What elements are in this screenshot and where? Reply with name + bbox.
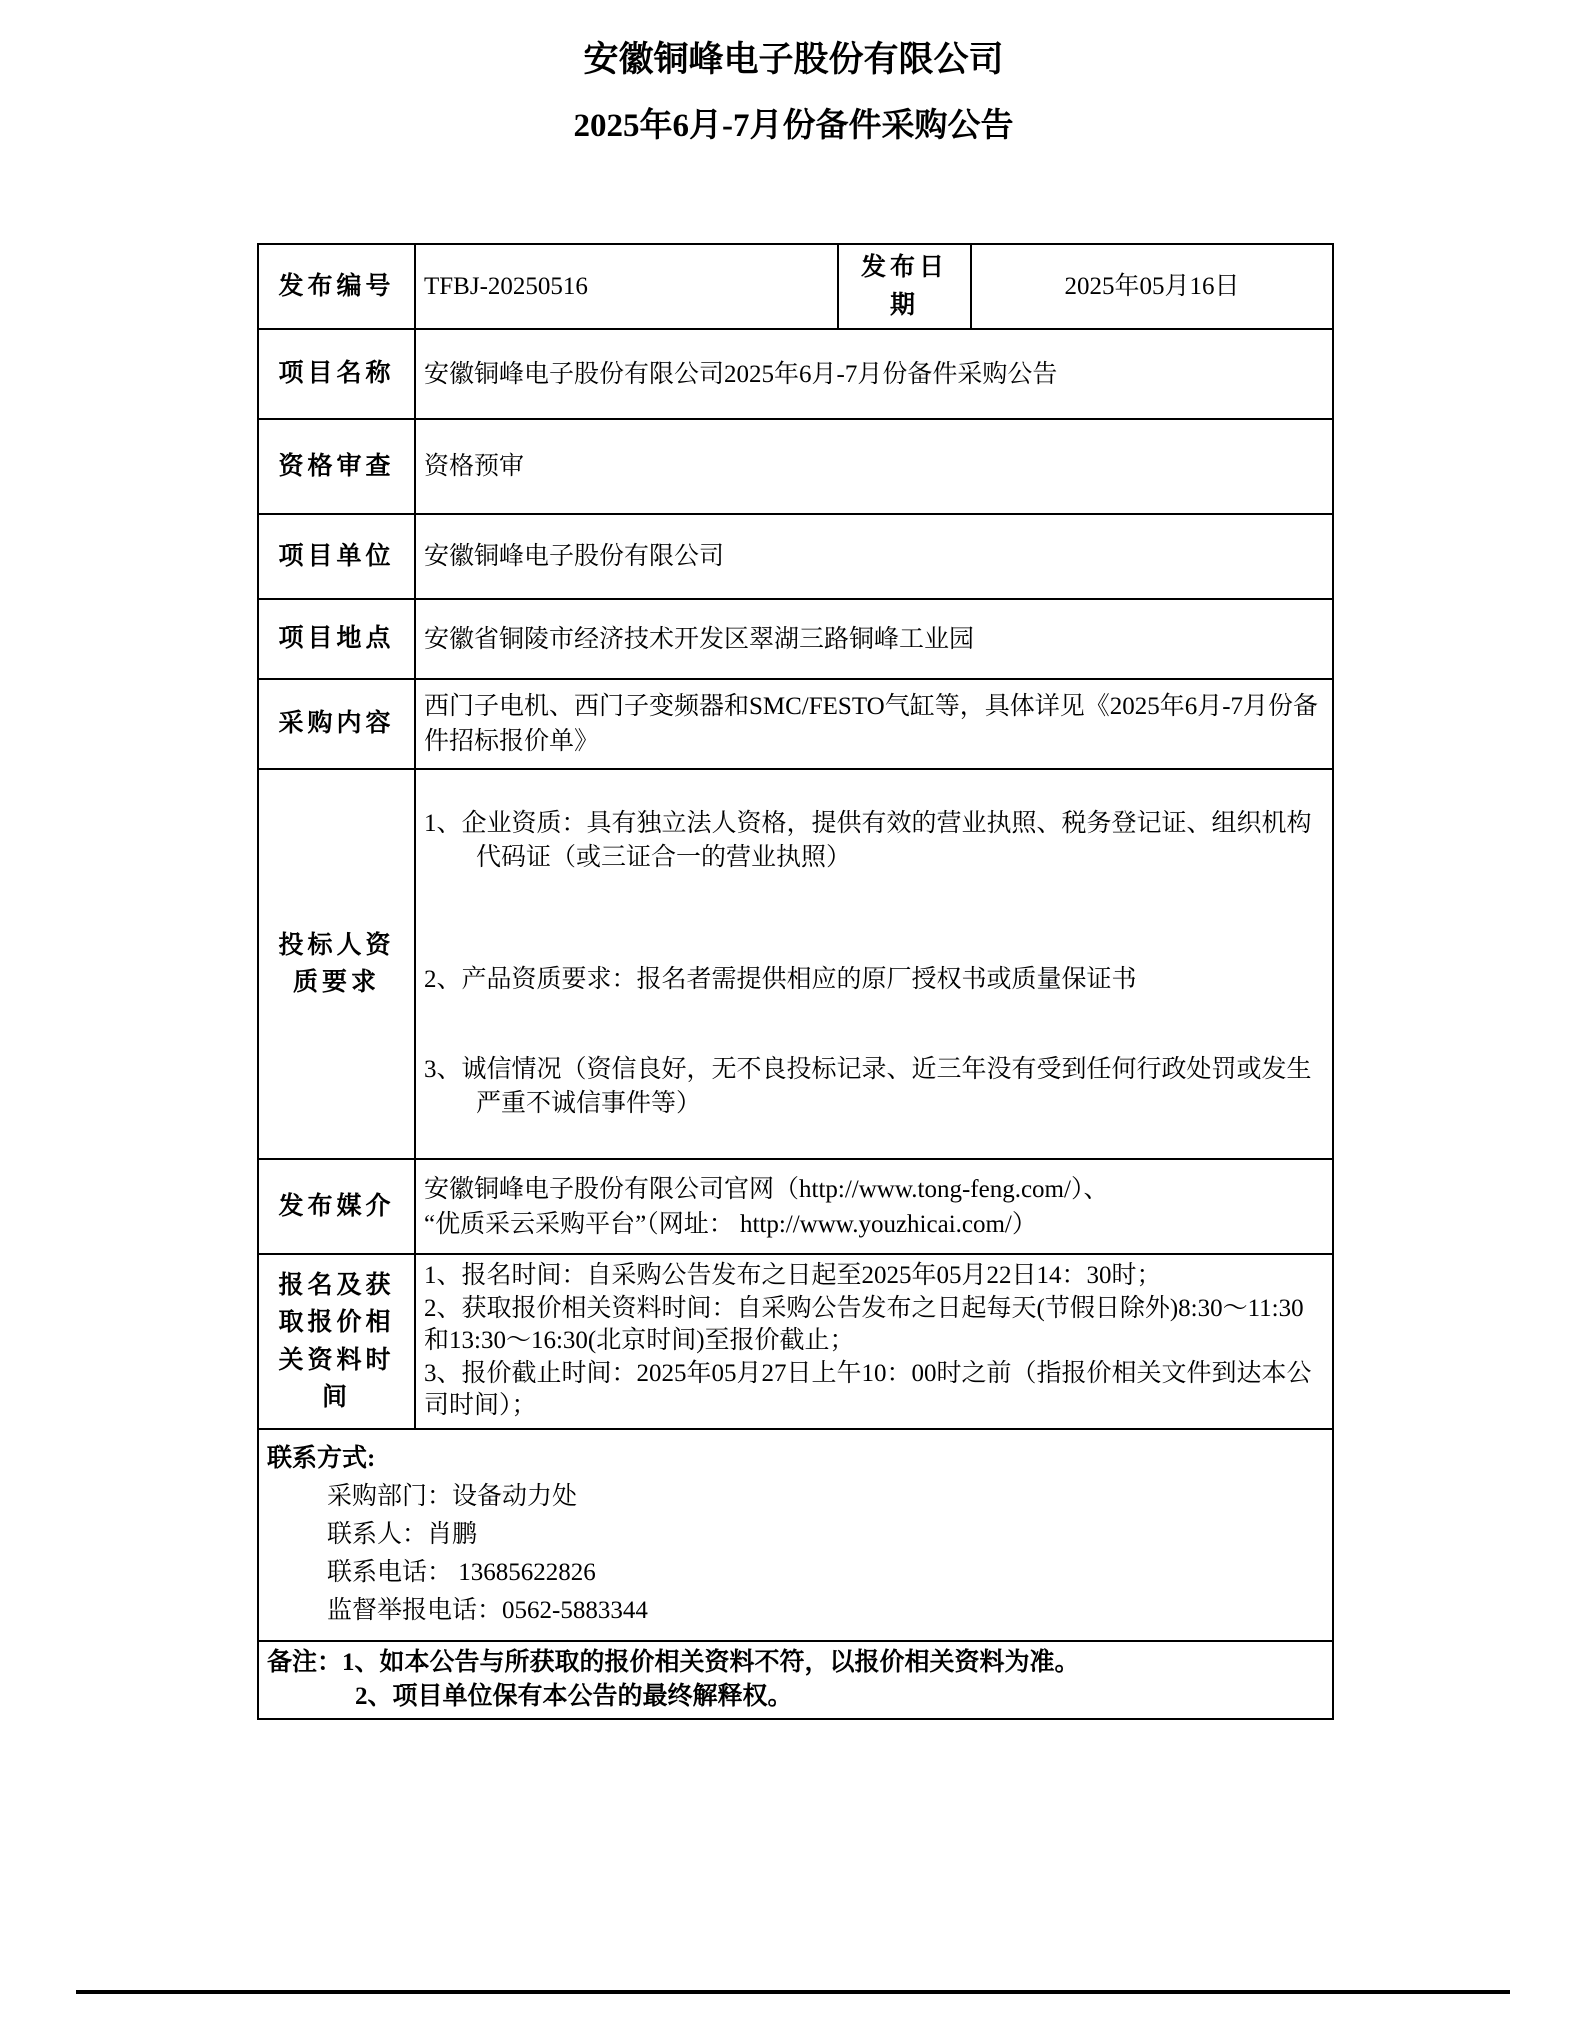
table-row xyxy=(258,514,1333,599)
media-line-1: 安徽铜峰电子股份有限公司官网（http://www.tong-feng.com/）、 xyxy=(424,1175,1109,1203)
qualification-item-2: 2、产品资质要求：报名者需提供相应的原厂授权书或质量保证书 xyxy=(424,966,1137,993)
remarks-line-2: 2、项目单位保有本公告的最终解释权。 xyxy=(355,1682,793,1710)
project-unit-value: 安徽铜峰电子股份有限公司 xyxy=(415,514,1333,599)
page-subtitle: 2025年6月-7月份备件采购公告 xyxy=(573,108,1014,144)
procurement-content-value: 西门子电机、西门子变频器和SMC/FESTO气缸等，具体详见《2025年6月-7月份备件招标报价单》 xyxy=(415,679,1333,769)
project-location-label: 项目地点 xyxy=(258,599,415,679)
table-row xyxy=(258,1254,1333,1429)
contact-heading: 联系方式: xyxy=(267,1445,376,1472)
contact-section xyxy=(258,1429,1333,1641)
table-row xyxy=(258,1429,1333,1641)
publish-no-value: TFBJ-20250516 xyxy=(415,244,838,329)
table-row xyxy=(258,679,1333,769)
contact-department: 采购部门：设备动力处 xyxy=(327,1483,578,1510)
schedule-value xyxy=(415,1254,1333,1429)
qualification-review-value: 资格预审 xyxy=(415,419,1333,514)
table-row xyxy=(258,1641,1333,1719)
table-row xyxy=(258,329,1333,419)
publish-media-value xyxy=(415,1159,1333,1254)
qualification-review-label: 资格审查 xyxy=(258,419,415,514)
media-line-2: “优质采云采购平台”（网址： http://www.youzhicai.com/） xyxy=(424,1210,1037,1238)
publish-date-value: 2025年05月16日 xyxy=(971,244,1333,329)
project-name-value: 安徽铜峰电子股份有限公司2025年6月-7月份备件采购公告 xyxy=(415,329,1333,419)
page-footer-rule xyxy=(76,1990,1510,1994)
qualification-item-1: 1、企业资质：具有独立法人资格，提供有效的营业执照、税务登记证、组织机构代码证（或三证合一的营业执照） xyxy=(424,810,1312,871)
table-row xyxy=(258,1159,1333,1254)
publish-media-label: 发布媒介 xyxy=(258,1159,415,1254)
remarks-text-1: 1、如本公告与所获取的报价相关资料不符，以报价相关资料为准。 xyxy=(342,1649,1080,1676)
project-location-value: 安徽省铜陵市经济技术开发区翠湖三路铜峰工业园 xyxy=(415,599,1333,679)
bidder-qualification-value xyxy=(415,769,1333,1159)
remarks-prefix: 备注： xyxy=(267,1649,343,1676)
schedule-item-2: 2、获取报价相关资料时间：自采购公告发布之日起每天(节假日除外)8:30～11:30和13:30～16:30(北京时间)至报价截止； xyxy=(424,1294,1304,1355)
schedule-item-1: 1、报名时间：自采购公告发布之日起至2025年05月22日14：30时； xyxy=(424,1262,1162,1290)
project-unit-label: 项目单位 xyxy=(258,514,415,599)
schedule-label: 报名及获取报价相关资料时间 xyxy=(258,1254,415,1429)
table-row xyxy=(258,244,1333,329)
remarks-line-1 xyxy=(267,1646,1324,1680)
announcement-table xyxy=(257,243,1334,1720)
project-name-label: 项目名称 xyxy=(258,329,415,419)
page-title: 安徽铜峰电子股份有限公司 xyxy=(583,40,1004,79)
table-row xyxy=(258,769,1333,1159)
bidder-qualification-label: 投标人资质要求 xyxy=(258,769,415,1159)
procurement-content-label: 采购内容 xyxy=(258,679,415,769)
publish-no-label: 发布编号 xyxy=(258,244,415,329)
contact-phone: 联系电话： 13685622826 xyxy=(327,1559,596,1586)
schedule-item-3: 3、报价截止时间：2025年05月27日上午10：00时之前（指报价相关文件到达本公司时间）； xyxy=(424,1359,1312,1420)
contact-person: 联系人：肖鹏 xyxy=(327,1521,478,1548)
publish-date-label: 发布日期 xyxy=(838,244,971,329)
qualification-item-3: 3、诚信情况（资信良好，无不良投标记录、近三年没有受到任何行政处罚或发生严重不诚信事件等） xyxy=(424,1056,1312,1117)
remarks-section xyxy=(258,1641,1333,1719)
table-row xyxy=(258,599,1333,679)
table-row xyxy=(258,419,1333,514)
contact-report-phone: 监督举报电话：0562-5883344 xyxy=(327,1597,648,1624)
